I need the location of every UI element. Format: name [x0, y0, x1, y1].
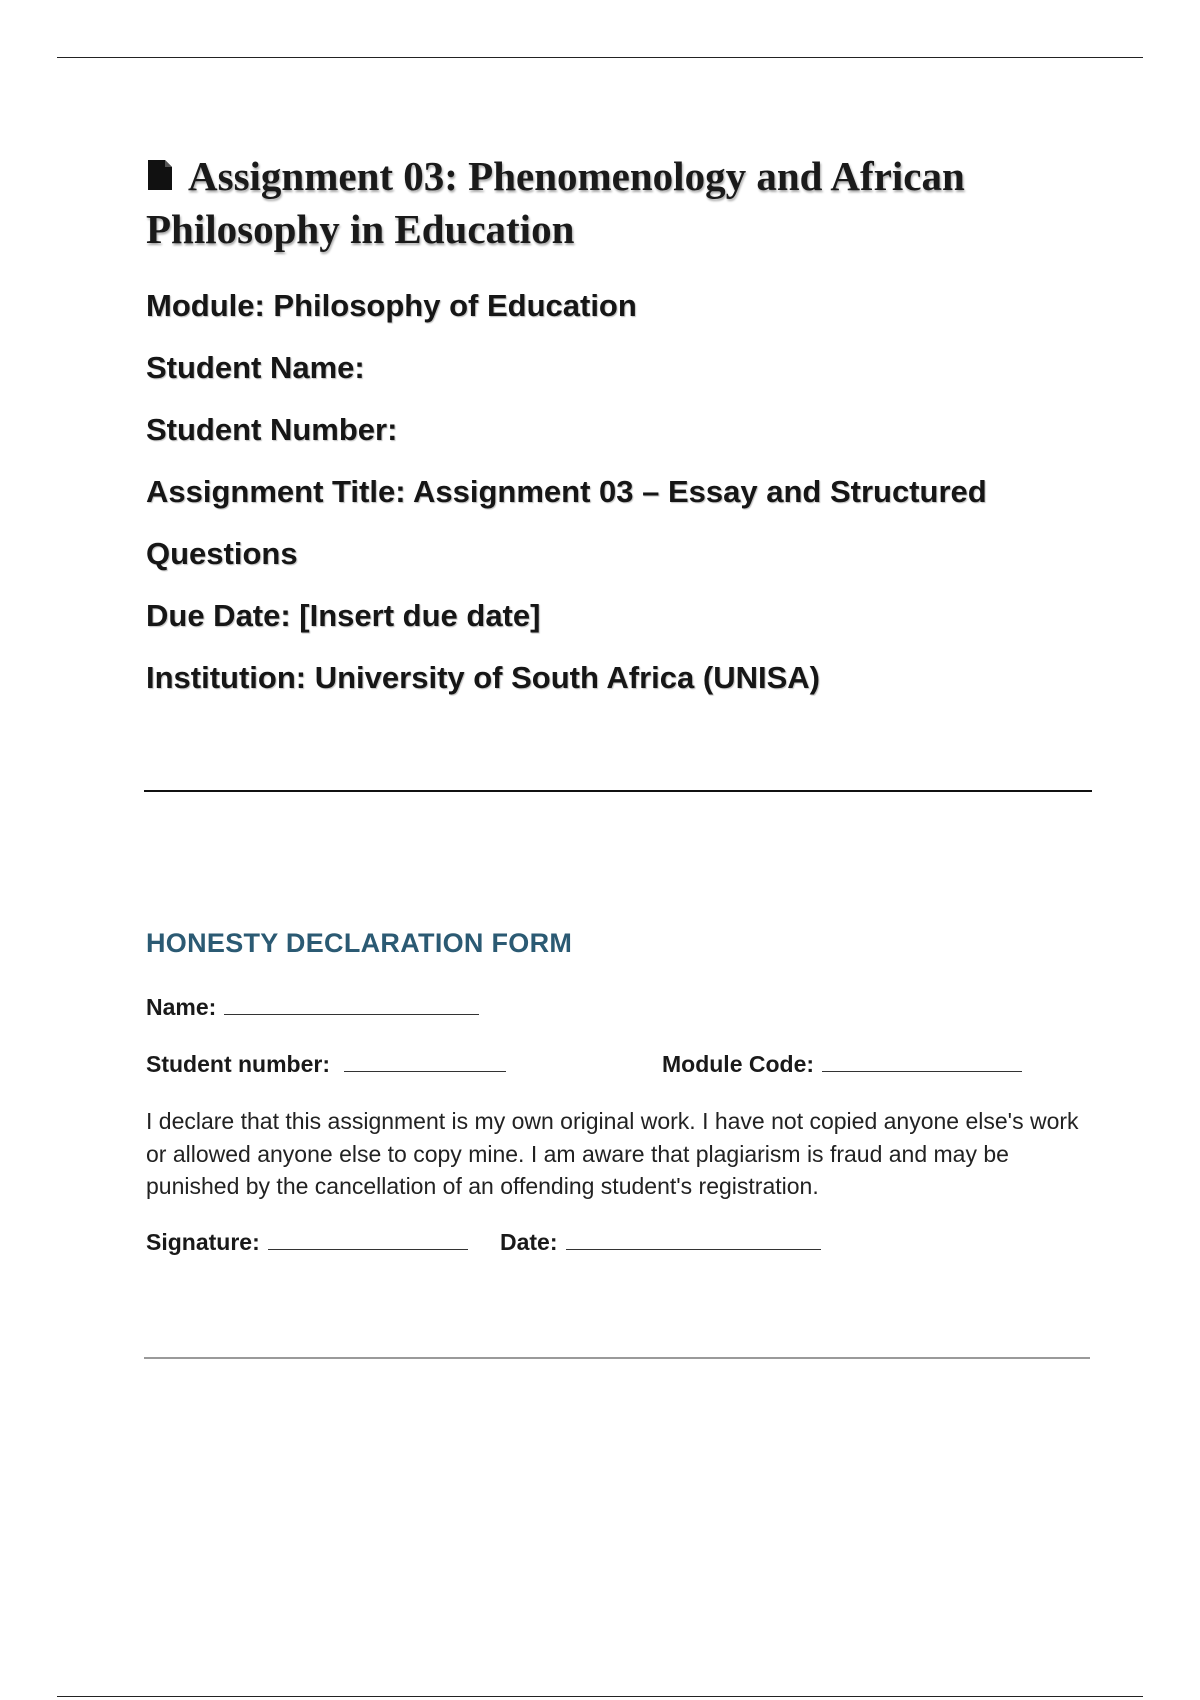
section-divider — [144, 790, 1092, 792]
name-blank[interactable] — [224, 994, 479, 1015]
form-end-divider — [144, 1357, 1090, 1359]
student-number-line: Student Number: — [146, 412, 398, 447]
date-blank[interactable] — [566, 1229, 821, 1250]
module-line: Module: Philosophy of Education — [146, 288, 637, 323]
date-label: Date: — [500, 1229, 558, 1255]
top-border-line — [57, 57, 1143, 58]
student-name-line: Student Name: — [146, 350, 365, 385]
declaration-text: I declare that this assignment is my own original work. I have not copied anyone else's work or allowed anyone else to copy mine. I am aware that plagiarism is fraud and may be punished by the cancellation of an offending student's registration. — [146, 1108, 1079, 1199]
honesty-form-heading: HONESTY DECLARATION FORM — [146, 928, 573, 958]
name-row — [146, 993, 479, 1021]
signature-row — [146, 1228, 468, 1256]
page-title — [146, 150, 1046, 256]
institution-line: Institution: University of South Africa (UNISA) — [146, 660, 820, 695]
signature-label: Signature: — [146, 1229, 260, 1255]
student-number-blank[interactable] — [344, 1051, 506, 1072]
assignment-title-line: Assignment Title: Assignment 03 – Essay and Structured — [146, 474, 987, 509]
name-label: Name: — [146, 994, 217, 1020]
page-title-text: Assignment 03: Phenomenology and African Philosophy in Education — [146, 153, 965, 252]
module-code-row — [662, 1050, 1022, 1078]
module-code-label: Module Code: — [662, 1051, 815, 1077]
module-code-blank[interactable] — [822, 1051, 1022, 1072]
assignment-title-continuation: Questions — [146, 536, 298, 571]
date-row — [500, 1228, 821, 1256]
signature-blank[interactable] — [268, 1229, 468, 1250]
student-number-row — [146, 1050, 506, 1078]
due-date-line: Due Date: [Insert due date] — [146, 598, 541, 633]
document-icon — [146, 152, 174, 186]
student-number-label: Student number: — [146, 1051, 330, 1077]
bottom-border-line — [57, 1696, 1143, 1697]
